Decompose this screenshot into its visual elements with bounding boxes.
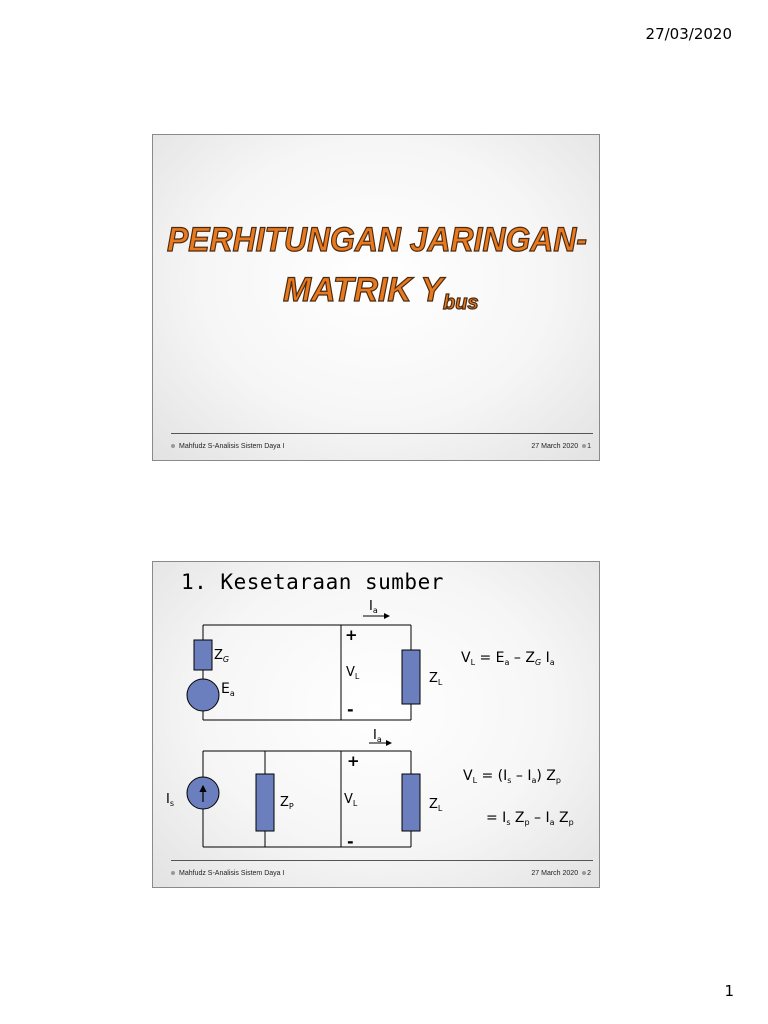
zp-label: $Z_P$ — [280, 795, 294, 811]
bullet-icon — [582, 444, 586, 448]
zl-resistor-1 — [402, 650, 420, 704]
slide-number: 1 — [587, 443, 591, 450]
plus-sign-1: + — [345, 626, 358, 644]
bullet-icon — [582, 871, 586, 875]
footer-divider — [171, 433, 593, 434]
slide-1-title — [153, 135, 600, 461]
page-date: 27/03/2020 — [645, 25, 732, 43]
plus-sign-2: + — [347, 752, 360, 770]
slide-1 — [152, 134, 600, 461]
slide-2-title: 1. Kesetaraan sumber — [181, 570, 444, 594]
ia-label-2: $I_a$ — [373, 728, 382, 744]
circuit-1 — [203, 616, 411, 720]
zl-label-1: $Z_L$ — [429, 671, 443, 687]
zl-label-2: $Z_L$ — [429, 797, 443, 813]
circuit-2 — [203, 743, 411, 847]
equation-1: $V_L = E_a - Z_G$ $I_a$ — [461, 650, 555, 667]
title-line-2: MATRIK Y — [283, 271, 447, 309]
ea-voltage-source — [187, 679, 219, 711]
ia-label-1: $I_a$ — [369, 599, 378, 615]
bullet-icon — [171, 871, 175, 875]
page-number: 1 — [724, 982, 734, 1000]
circuit-diagrams — [153, 562, 600, 888]
title-line-1: PERHITUNGAN JARINGAN- — [167, 221, 587, 259]
vl-label-1: $V_L$ — [346, 665, 360, 681]
zl-resistor-2 — [402, 774, 420, 831]
minus-sign-2: - — [347, 832, 354, 851]
footer-author: Mahfudz S-Analisis Sistem Daya I — [171, 870, 284, 877]
footer-date: 27 March 2020 1 — [531, 443, 591, 450]
slide-number: 2 — [587, 870, 591, 877]
footer-date: 27 March 2020 2 — [531, 870, 591, 877]
vl-label-2: $V_L$ — [344, 792, 358, 808]
footer-divider — [171, 860, 593, 861]
bullet-icon — [171, 444, 175, 448]
equation-2-line-1: $V_L = (I_s - I_a)$ $Z_p$ — [463, 768, 561, 785]
title-subscript: bus — [443, 292, 479, 314]
zp-resistor — [256, 774, 274, 831]
ea-label: $E_a$ — [221, 681, 235, 698]
equation-2-line-2: = $I_s$ $Z_p - I_a$ $Z_p$ — [486, 810, 574, 827]
minus-sign-1: - — [347, 700, 354, 719]
is-label: $I_s$ — [166, 792, 175, 808]
slide-2 — [152, 561, 600, 888]
zg-label: $Z_G$ — [214, 648, 230, 664]
footer-author: Mahfudz S-Analisis Sistem Daya I — [171, 443, 284, 450]
zg-resistor — [194, 640, 212, 670]
